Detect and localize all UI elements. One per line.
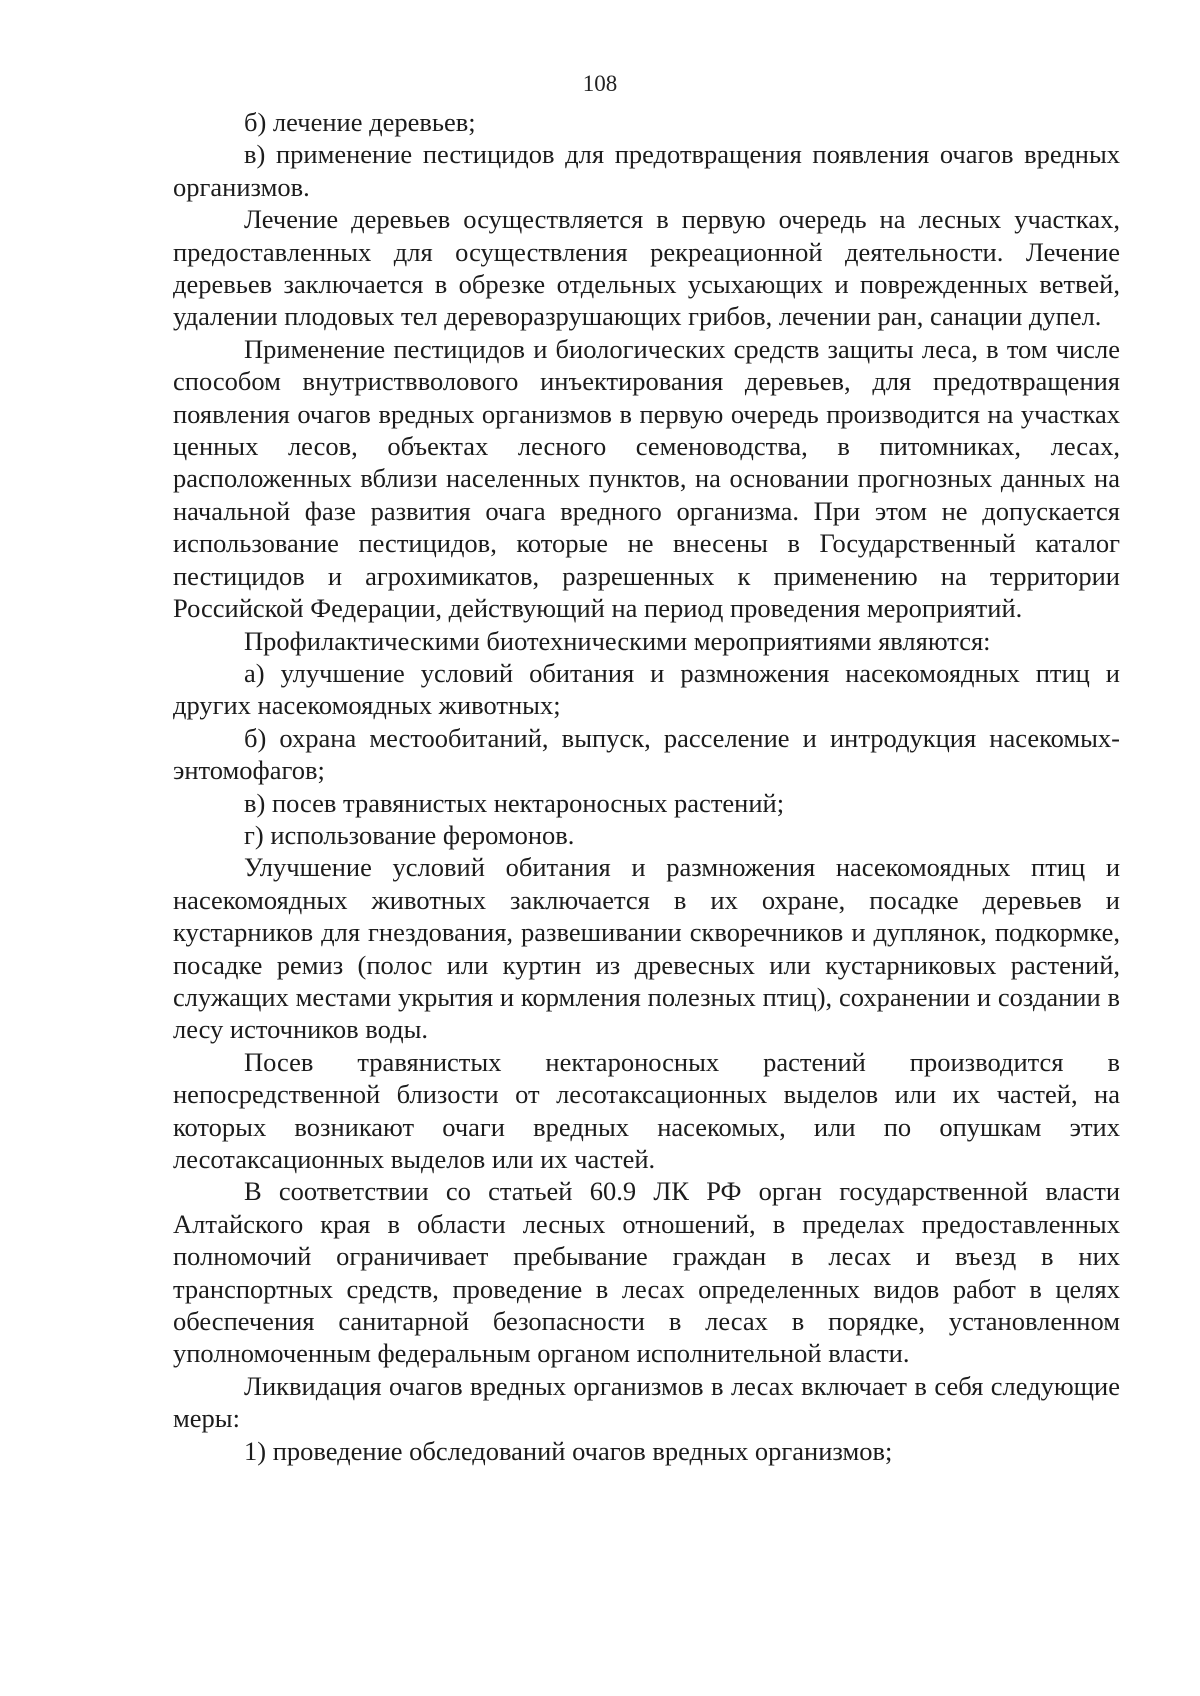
list-item-1-surveys: 1) проведение обследований очагов вредных организмов; xyxy=(244,1435,893,1466)
list-item-v-pesticide-use: в) применение пестицидов для предотвращения появления очагов вредных организмов. xyxy=(173,139,1120,202)
list-item-b-entomophages: б) охрана местообитаний, выпуск, расселение и интродукция насекомых-энтомофагов; xyxy=(173,722,1120,786)
paragraph-biotech-measures-intro: Профилактическими биотехническими мероприятиями являются: xyxy=(244,625,991,656)
paragraph-pesticide-application: Применение пестицидов и биологических средств защиты леса, в том числе способом внутриствволового инъектирования деревьев, для предотвращения появления очагов вредных организмов в первую очередь производится на участках ценных лесов, объектах лесного семеноводства, в питомниках, лесах, расположенных вблизи населенных пунктов, на основании прогнозных данных на начальной фазе развития очага вредного организма. При этом не допускается использование пестицидов, которые не внесены в Государственный каталог пестицидов и агрохимикатов, разрешенных к применению на территории Российской Федерации, действующий на период проведения мероприятий. xyxy=(173,333,1120,624)
page-number: 108 xyxy=(582,71,618,96)
list-item-a-habitat-improvement: а) улучшение условий обитания и размножения насекомоядных птиц и других насекомоядных животных; xyxy=(173,657,1120,721)
paragraph-tree-treatment: Лечение деревьев осуществляется в первую очередь на лесных участках, предоставленных для осуществления рекреационной деятельности. Лечение деревьев заключается в обрезке отдельных усыхающих и поврежденных ветвей, удалении плодовых тел дереворазрушающих грибов, лечении ран, санации дупел. xyxy=(173,204,1120,332)
document-body xyxy=(173,106,1120,1467)
paragraph-habitat-improvement: Улучшение условий обитания и размножения насекомоядных птиц и насекомоядных животных заключается в их охране, посадке деревьев и кустарников для гнездования, развешивании скворечников и дуплянок, подкормке, посадке ремиз (полос или куртин из древесных или кустарниковых растений, служащих местами укрытия и кормления полезных птиц), сохранении и создании в лесу источников воды. xyxy=(173,852,1120,1045)
list-item-b-tree-treatment: б) лечение деревьев; xyxy=(244,107,476,137)
paragraph-legal-restrictions: В соответствии со статьей 60.9 ЛК РФ орган государственной власти Алтайского края в области лесных отношений, в пределах предоставленных полномочий ограничивает пребывание граждан в лесах и въезд в них транспортных средств, проведение в лесах определенных видов работ в целях обеспечения санитарной безопасности в лесах в порядке, установленном уполномоченным федеральным органом исполнительной власти. xyxy=(173,1176,1120,1369)
list-item-g-pheromones: г) использование феромонов. xyxy=(244,819,575,850)
list-item-v-nectar-plants: в) посев травянистых нектароносных растений; xyxy=(244,787,785,818)
paragraph-liquidation-intro: Ликвидация очагов вредных организмов в лесах включает в себя следующие меры: xyxy=(173,1370,1120,1434)
paragraph-nectar-plants: Посев травянистых нектароносных растений производится в непосредственной близости от лесотаксационных выделов или их частей, на которых возникают очаги вредных насекомых, или по опушкам этих лесотаксационных выделов или их частей. xyxy=(173,1046,1120,1174)
